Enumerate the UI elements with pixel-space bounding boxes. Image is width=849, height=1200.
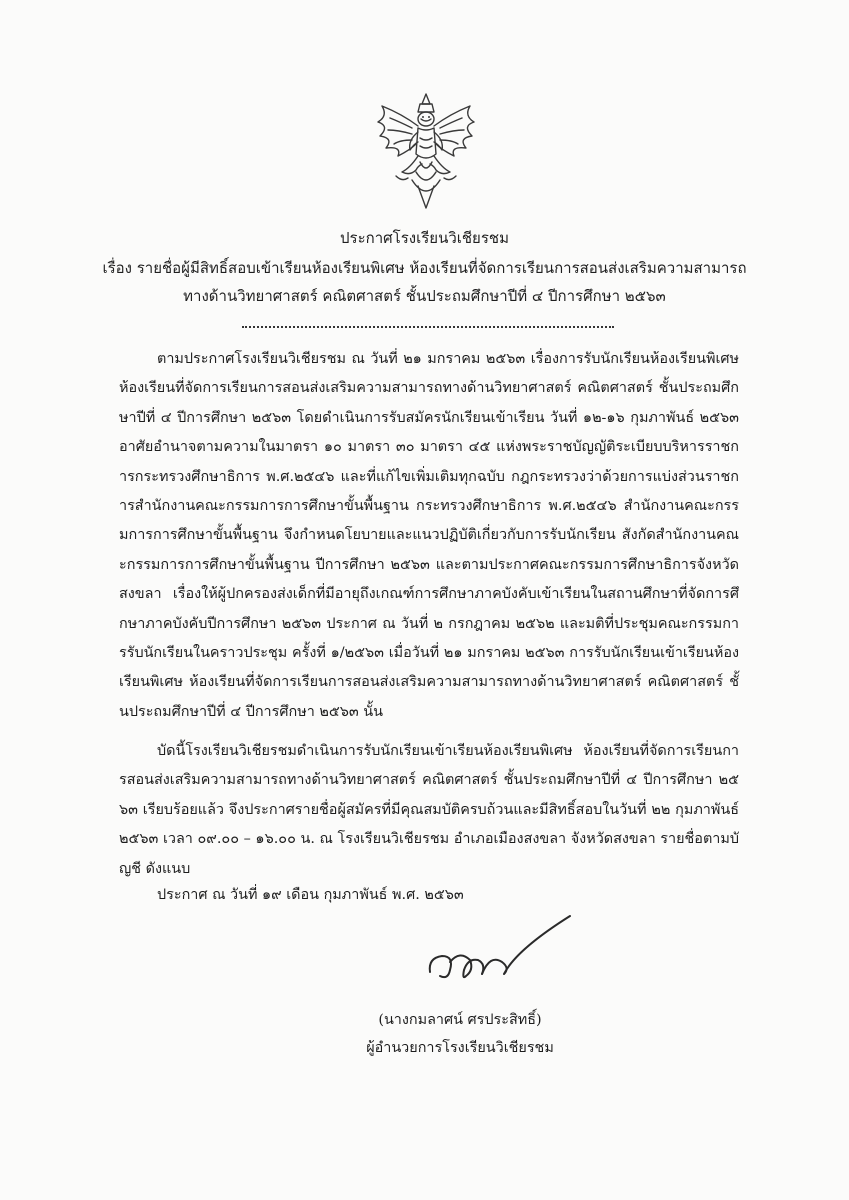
dotted-divider xyxy=(242,326,614,328)
subject-line-1: เรื่อง รายชื่อผู้มีสิทธิ์สอบเข้าเรียนห้องเรียนพิเศษ ห้องเรียนที่จัดการเรียนการสอนส่งเสริมความสามารถ xyxy=(102,259,747,277)
signer-title: ผู้อำนวยการโรงเรียนวิเชียรชม xyxy=(366,1040,554,1056)
paragraph-1-container xyxy=(119,345,739,727)
announcement-title: ประกาศโรงเรียนวิเชียรชม xyxy=(340,229,509,247)
subject-line-2: ทางด้านวิทยาศาสตร์ คณิตศาสตร์ ชั้นประถมศึกษาปีที่ ๔ ปีการศึกษา ๒๕๖๓ xyxy=(183,287,666,305)
handwritten-signature xyxy=(420,910,580,990)
signer-name: (นางกมลาศน์ ศรประสิทธิ์) xyxy=(378,1012,542,1028)
announcement-date: ประกาศ ณ วันที่ ๑๙ เดือน กุมภาพันธ์ พ.ศ. ๒๕๖๓ xyxy=(157,887,464,903)
paragraph-2-container xyxy=(119,737,739,884)
paragraph-1: ตามประกาศโรงเรียนวิเชียรชม ณ วันที่ ๒๑ มกราคม ๒๕๖๓ เรื่องการรับนักเรียนห้องเรียนพิเศษ ห้องเรียนที่จัดการเรียนการสอนส่งเสริมความสามารถทางด้านวิทยาศาสตร์ คณิตศาสตร์ ชั้นประถมศึกษาปีที่ ๔ ปีการศึกษา ๒๕๖๓ โดยดำเนินการรับสมัครนักเรียนเข้าเรียน วันที่ ๑๒-๑๖ กุมภาพันธ์ ๒๕๖๓ อาศัยอำนาจตามความในมาตรา ๑๐ มาตรา ๓๐ มาตรา ๔๕ แห่งพระราชบัญญัติระเบียบบริหารราชการกระทรวงศึกษาธิการ พ.ศ.๒๕๔๖ และที่แก้ไขเพิ่มเติมทุกฉบับ กฎกระทรวงว่าด้วยการแบ่งส่วนราชการสำนักงานคณะกรรมการการศึกษาขั้นพื้นฐาน กระทรวงศึกษาธิการ พ.ศ.๒๕๔๖ สำนักงานคณะกรรมการการศึกษาขั้นพื้นฐาน จึงกำหนดโยบายและแนวปฏิบัติเกี่ยวกับการรับนักเรียน สังกัดสำนักงานคณะกรรมการการศึกษาขั้นพื้นฐาน ปีการศึกษา ๒๕๖๓ และตามประกาศคณะกรรมการศึกษาธิการจังหวัดสงขลา เรื่องให้ผู้ปกครองส่งเด็กที่มีอายุถึงเกณฑ์การศึกษาภาคบังคับเข้าเรียนในสถานศึกษาที่จัดการศึกษาภาคบังคับปีการศึกษา ๒๕๖๓ ประกาศ ณ วันที่ ๒ กรกฎาคม ๒๕๖๒ และมติที่ประชุมคณะกรรมการรับนักเรียนในคราวประชุม ครั้งที่ ๑/๒๕๖๓ เมื่อวันที่ ๒๑ มกราคม ๒๕๖๓ การรับนักเรียนเข้าเรียนห้องเรียนพิเศษ ห้องเรียนที่จัดการเรียนการสอนส่งเสริมความสามารถทางด้านวิทยาศาสตร์ คณิตศาสตร์ ชั้นประถมศึกษาปีที่ ๔ ปีการศึกษา ๒๕๖๓ นั้น xyxy=(119,351,739,720)
garuda-emblem-icon xyxy=(372,92,480,210)
paragraph-2: บัดนี้โรงเรียนวิเชียรชมดำเนินการรับนักเรียนเข้าเรียนห้องเรียนพิเศษ ห้องเรียนที่จัดการเรียนการสอนส่งเสริมความสามารถทางด้านวิทยาศาสตร์ คณิตศาสตร์ ชั้นประถมศึกษาปีที่ ๔ ปีการศึกษา ๒๕๖๓ เรียบร้อยแล้ว จึงประกาศรายชื่อผู้สมัครที่มีคุณสมบัติครบถ้วนและมีสิทธิ์สอบในวันที่ ๒๒ กุมภาพันธ์ ๒๕๖๓ เวลา ๐๙.๐๐ – ๑๖.๐๐ น. ณ โรงเรียนวิเชียรชม อำเภอเมืองสงขลา จังหวัดสงขลา รายชื่อตามบัญชี ดังแนบ xyxy=(119,743,739,877)
